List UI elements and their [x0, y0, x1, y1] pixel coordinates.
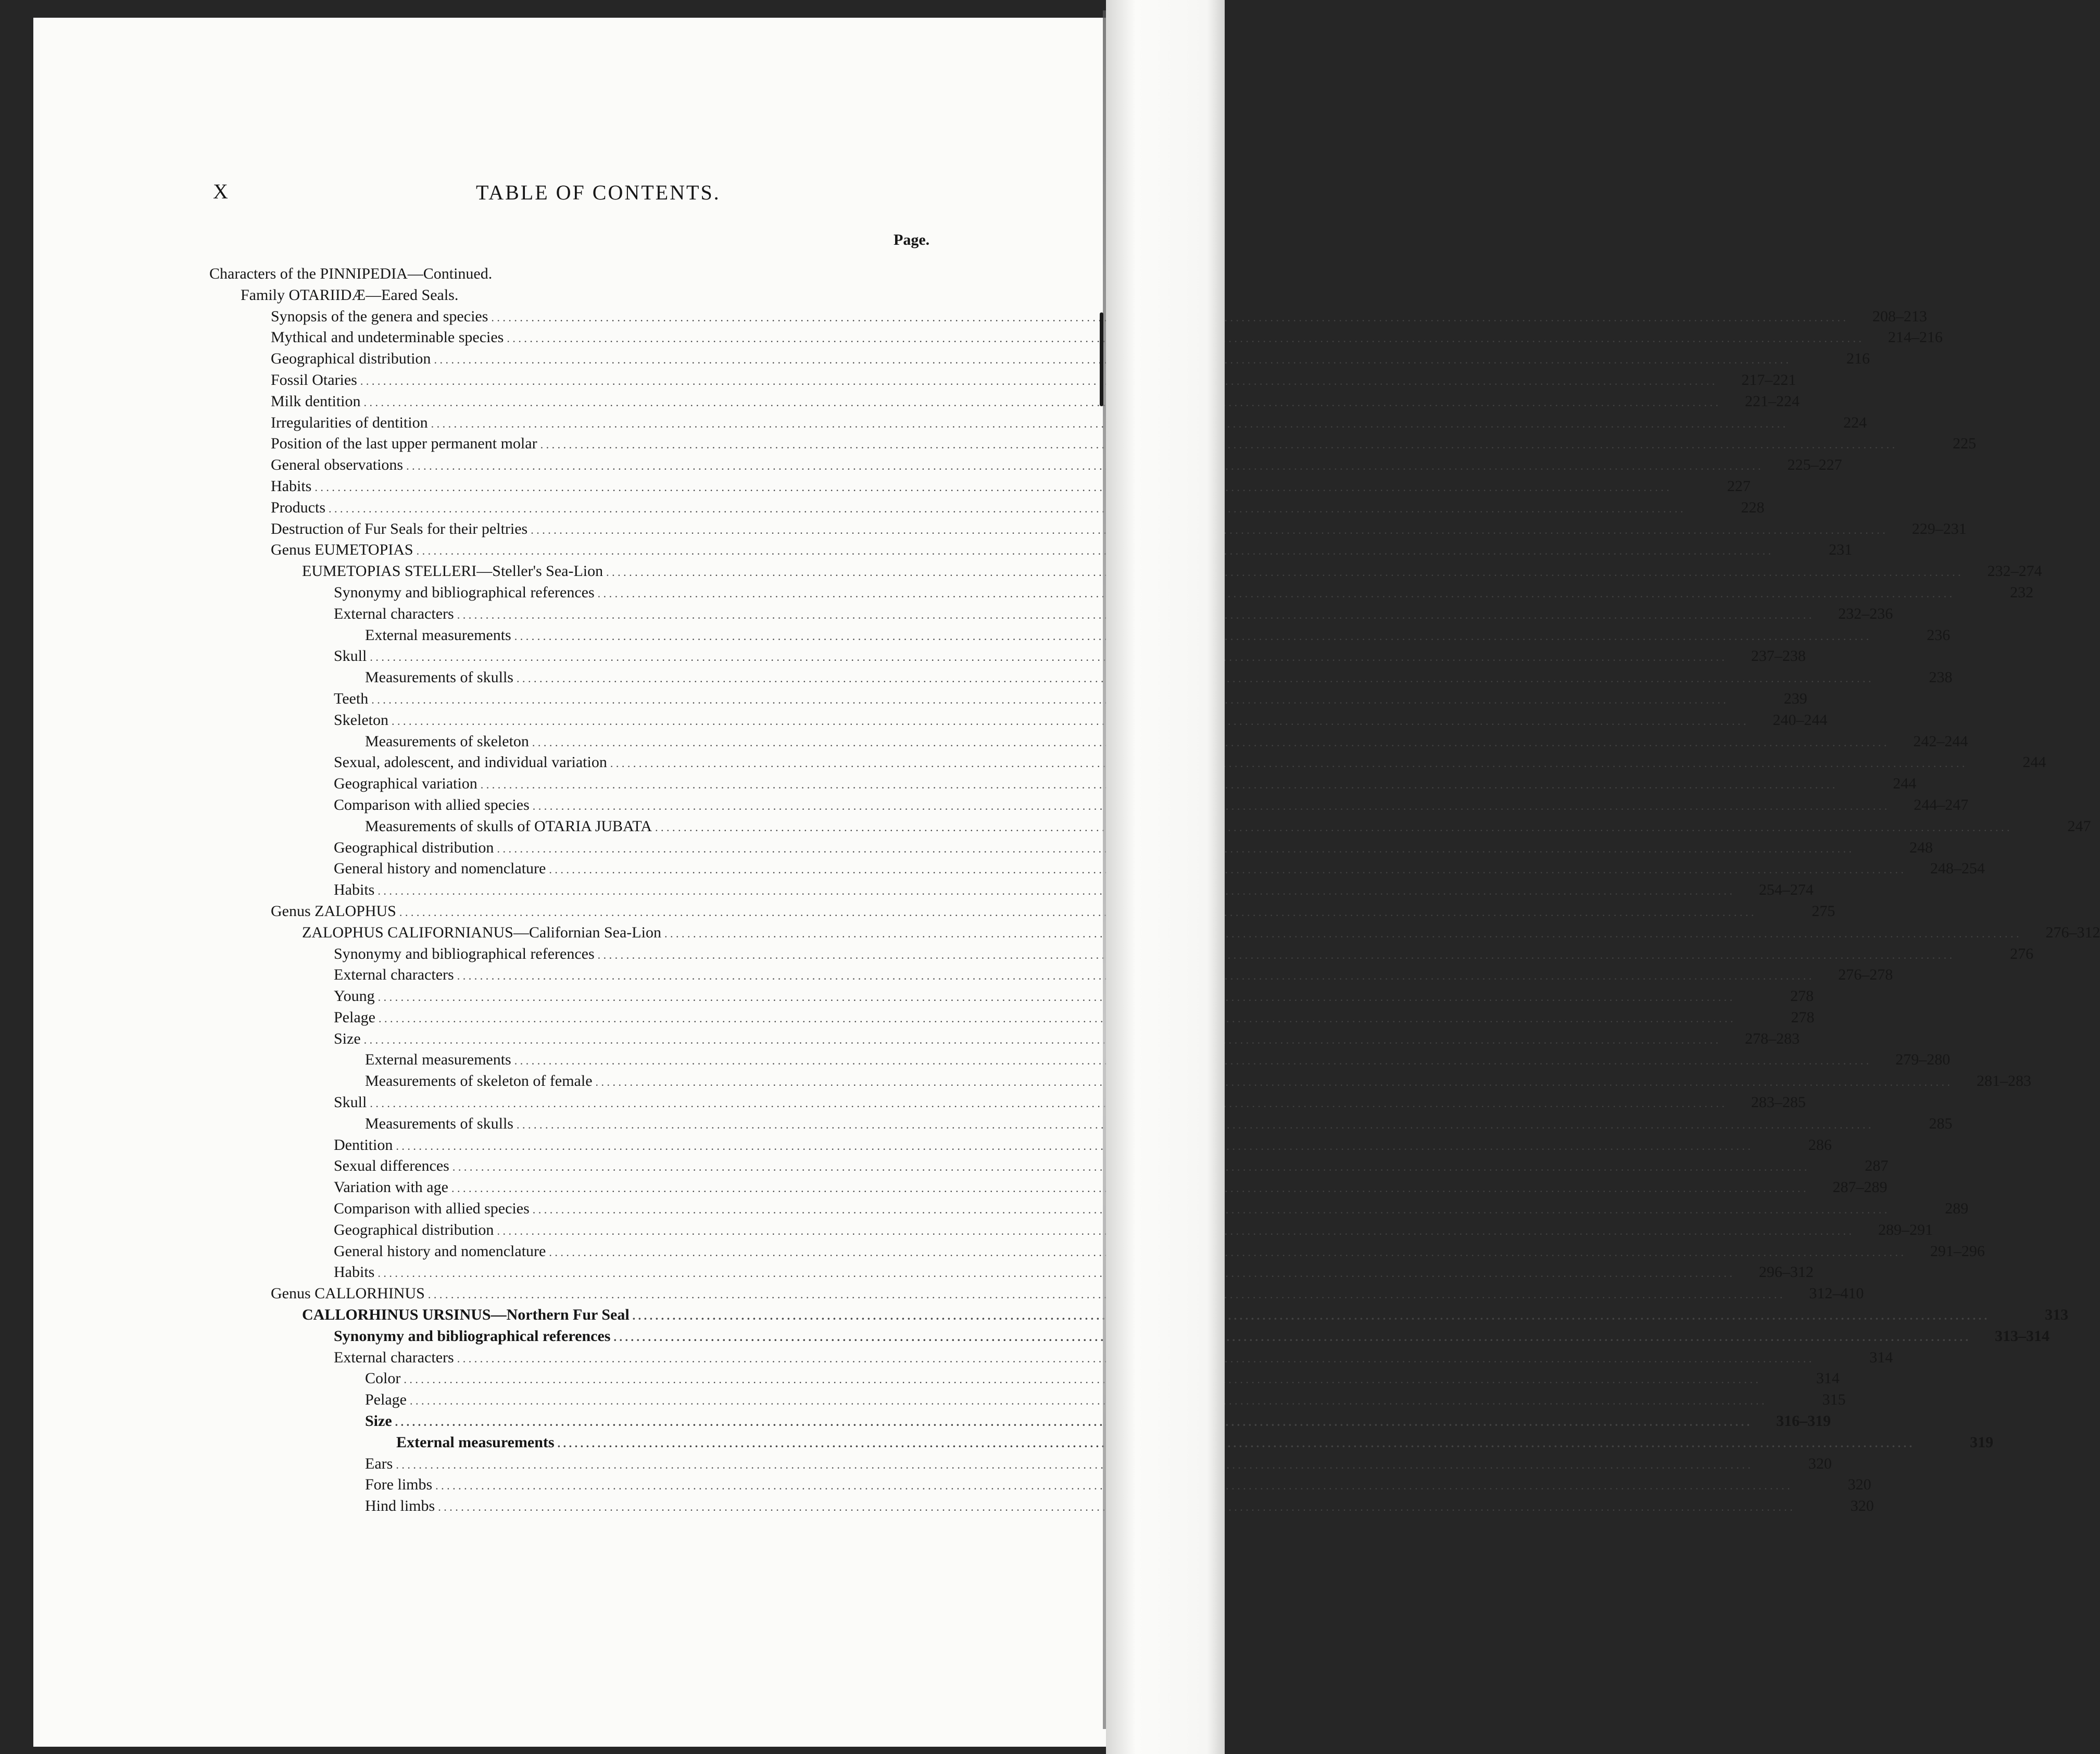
toc-entry-page: 314 [1869, 1348, 1893, 1366]
dot-leader [329, 497, 1683, 520]
toc-entry-page: 232–236 [1838, 605, 1893, 622]
dot-leader [606, 561, 1961, 583]
dot-leader [378, 880, 1732, 902]
toc-entry-page: 248 [1909, 838, 1933, 856]
toc-entry-title: General observations [271, 456, 404, 474]
toc-entry-title: Pelage [365, 1391, 407, 1409]
table-of-contents [33, 264, 2100, 1517]
toc-entry-page: 239 [1783, 690, 1807, 707]
toc-entry [33, 1198, 1969, 1220]
toc-entry-page: 279–280 [1895, 1051, 1951, 1069]
toc-entry-page: 296–312 [1758, 1263, 1814, 1281]
toc-entry-page: 289 [1945, 1200, 1969, 1218]
toc-entry-title: Sexual differences [334, 1157, 449, 1175]
dot-leader [549, 1241, 1904, 1263]
toc-entry [33, 837, 1933, 859]
dot-leader [395, 1411, 1750, 1433]
toc-entry-page: 221–224 [1745, 392, 1800, 410]
toc-entry-title: Comparison with allied species [334, 796, 530, 813]
dot-leader [406, 455, 1761, 477]
toc-entry-title: Sexual, adolescent, and individual variation [334, 754, 607, 771]
toc-entry-title: Geographical distribution [271, 350, 431, 368]
toc-entry-title: Milk dentition [271, 392, 361, 410]
toc-entry [33, 1241, 1985, 1262]
toc-entry-title: Habits [271, 477, 312, 495]
toc-entry [33, 880, 1814, 901]
toc-entry [33, 412, 1867, 434]
toc-entry-title: Measurements of skeleton of female [365, 1072, 593, 1090]
dot-leader [378, 986, 1733, 1008]
toc-entry-title: External characters [334, 966, 454, 984]
dot-leader [410, 1389, 1765, 1412]
toc-entry-page: 244–247 [1914, 796, 1969, 813]
toc-entry [33, 519, 1967, 540]
toc-entry-title: External measurements [396, 1433, 555, 1451]
toc-entry-title: Young [334, 987, 375, 1005]
toc-entry-page: 287 [1865, 1157, 1889, 1175]
toc-entry-page: 231 [1829, 541, 1853, 559]
toc-entry-page: 278–283 [1745, 1030, 1800, 1047]
toc-entry [33, 1283, 1864, 1305]
toc-entry [33, 1135, 1832, 1156]
toc-entry-page: 316–319 [1776, 1412, 1831, 1430]
toc-entry-title: Variation with age [334, 1179, 448, 1196]
toc-entry-title: Position of the last upper permanent molar [271, 435, 537, 453]
dot-leader [370, 1092, 1725, 1114]
toc-entry-page: 285 [1929, 1114, 1953, 1132]
toc-entry-page: 320 [1850, 1497, 1874, 1515]
toc-entry-page: 276 [2010, 945, 2034, 962]
toc-entry-page: 320 [1847, 1476, 1871, 1494]
toc-entry [33, 1156, 1889, 1177]
toc-entry-title: Synonymy and bibliographical references [334, 583, 595, 601]
toc-entry-title: Pelage [334, 1008, 375, 1026]
toc-entry-page: 315 [1822, 1391, 1846, 1409]
toc-entry-page: 228 [1741, 498, 1765, 516]
dot-leader [392, 710, 1746, 732]
toc-entry [33, 370, 1796, 391]
toc-entry [33, 306, 1927, 328]
toc-entry-page: 247 [2067, 817, 2091, 835]
toc-entry [33, 646, 1806, 667]
adjacent-page-edge [1106, 0, 1225, 1754]
toc-entry-title: Geographical distribution [334, 838, 494, 856]
dot-leader [370, 646, 1725, 668]
dot-leader [664, 922, 2019, 945]
toc-entry-page: 289–291 [1878, 1221, 1933, 1238]
toc-entry-page: 224 [1843, 414, 1867, 431]
toc-entry-page: 312–410 [1809, 1285, 1864, 1302]
toc-entry-title: Fore limbs [365, 1476, 433, 1494]
toc-entry [33, 752, 2046, 773]
dot-leader [399, 901, 1754, 923]
toc-entry-page: 287–289 [1832, 1179, 1888, 1196]
toc-entry [33, 710, 1828, 731]
toc-entry-title: Geographical distribution [334, 1221, 494, 1238]
toc-entry-title: Genus EUMETOPIAS [271, 541, 413, 559]
running-head: TABLE OF CONTENTS. [476, 181, 721, 204]
toc-entry-page: 225 [1953, 435, 1977, 453]
toc-entry-title: Skull [334, 1094, 367, 1111]
toc-entry [33, 901, 1835, 922]
toc-entry-title: Fossil Otaries [271, 371, 357, 389]
toc-entry-title: Skull [334, 647, 367, 665]
toc-entry-title: Irregularities of dentition [271, 414, 428, 431]
toc-entry-title: Ears [365, 1455, 393, 1472]
toc-entry [33, 922, 2100, 944]
dot-leader [378, 1262, 1732, 1284]
dot-leader [364, 391, 1719, 414]
toc-entry-page: 248–254 [1930, 860, 1985, 878]
toc-entry-title: Measurements of skulls [365, 1114, 513, 1132]
toc-entry [33, 1092, 1806, 1113]
toc-entry [33, 1305, 2069, 1326]
toc-entry [33, 944, 2034, 965]
toc-entry [33, 1029, 1800, 1050]
toc-entry-page: 276–278 [1838, 966, 1893, 984]
toc-entry-title: CALLORHINUS URSINUS—Northern Fur Seal [302, 1306, 630, 1324]
toc-entry [33, 604, 1893, 625]
toc-entry-title: Characters of the PINNIPEDIA—Continued. [209, 265, 493, 282]
toc-entry [33, 688, 1807, 710]
toc-entry-page: 281–283 [1977, 1072, 2032, 1090]
toc-entry-title: Hind limbs [365, 1497, 435, 1515]
toc-entry-page: 278 [1790, 987, 1814, 1005]
page-folio: X [213, 180, 229, 203]
toc-entry-page: 244 [2022, 754, 2046, 771]
dot-leader [598, 582, 1953, 605]
toc-entry-title: Habits [334, 881, 375, 899]
toc-entry-page: 237–238 [1751, 647, 1806, 665]
dot-leader [558, 1432, 1913, 1455]
toc-entry [33, 795, 1969, 816]
dot-leader [371, 688, 1726, 711]
toc-entry-title: Comparison with allied species [334, 1200, 530, 1218]
toc-entry-title: External characters [334, 605, 454, 622]
toc-entry-title: Genus CALLORHINUS [271, 1285, 425, 1302]
toc-entry [33, 582, 2034, 604]
toc-entry [33, 348, 1870, 370]
dot-leader [404, 1368, 1758, 1390]
toc-entry-page: 286 [1808, 1136, 1832, 1154]
toc-entry-title: External measurements [365, 1051, 511, 1069]
dot-leader [417, 540, 1771, 562]
toc-entry-page: 314 [1816, 1370, 1840, 1387]
toc-entry-page: 319 [1970, 1433, 1994, 1451]
dot-leader [315, 476, 1669, 498]
toc-entry-page: 238 [1929, 669, 1953, 686]
toc-entry-title: Products [271, 498, 325, 516]
toc-entry [33, 455, 1842, 476]
toc-entry [33, 540, 1853, 561]
toc-entry-title: Habits [334, 1263, 375, 1281]
toc-entry-title: Measurements of skeleton [365, 732, 529, 750]
toc-entry [33, 1262, 1814, 1283]
toc-entry [33, 1177, 1888, 1198]
toc-entry [33, 264, 1145, 285]
toc-entry-page: 240–244 [1772, 711, 1828, 729]
toc-entry [33, 1326, 2049, 1347]
toc-entry [33, 561, 2042, 582]
dot-leader [613, 1326, 1968, 1348]
toc-entry-title: ZALOPHUS CALIFORNIANUS—Californian Sea-Lion [302, 923, 661, 941]
dot-leader [655, 816, 2010, 838]
toc-entry-title: Genus ZALOPHUS [271, 902, 396, 920]
toc-entry [33, 986, 1814, 1007]
toc-entry-page: 242–244 [1913, 732, 1968, 750]
toc-entry-page: 216 [1846, 350, 1870, 368]
scan-mark [1100, 312, 1103, 406]
dot-leader [598, 944, 1953, 966]
toc-entry-title: Mythical and undeterminable species [271, 329, 504, 346]
toc-entry-title: Color [365, 1370, 401, 1387]
toc-entry [33, 476, 1751, 497]
toc-entry [33, 858, 1985, 880]
toc-entry [33, 433, 1977, 455]
toc-entry [33, 773, 1917, 795]
toc-entry-page: 276–312 [2045, 923, 2100, 941]
toc-entry-page: 227 [1727, 477, 1751, 495]
toc-entry [33, 327, 1943, 348]
toc-entry-title: Synonymy and bibliographical references [334, 945, 595, 962]
toc-entry [33, 1347, 1893, 1369]
toc-entry-page: 313 [2045, 1306, 2069, 1324]
toc-entry-page: 254–274 [1758, 881, 1814, 899]
toc-entry [33, 285, 1176, 306]
toc-entry-page: 313–314 [1994, 1327, 2049, 1345]
toc-entry-page: 214–216 [1888, 329, 1943, 346]
toc-entry-title: Measurements of skulls of OTARIA JUBATA [365, 817, 652, 835]
toc-entry-title: External characters [334, 1348, 454, 1366]
book-page [33, 18, 2100, 1747]
toc-entry-page: 283–285 [1751, 1094, 1806, 1111]
dot-leader [633, 1305, 1988, 1327]
dot-leader [596, 1071, 1951, 1093]
toc-entry-page: 217–221 [1741, 371, 1796, 389]
toc-entry-title: Synopsis of the genera and species [271, 307, 488, 325]
toc-entry-title: Size [334, 1030, 361, 1047]
toc-entry-page: 232–274 [1987, 562, 2042, 580]
toc-entry-title: External measurements [365, 626, 511, 644]
toc-entry-title: General history and nomenclature [334, 1242, 546, 1260]
toc-entry-title: Teeth [334, 690, 369, 707]
toc-entry-title: Geographical variation [334, 775, 477, 793]
toc-entry-title: EUMETOPIAS STELLERI—Steller's Sea-Lion [302, 562, 603, 580]
toc-entry-page: 244 [1893, 775, 1917, 793]
dot-leader [610, 752, 1965, 774]
page-column-label: Page. [894, 231, 930, 248]
toc-entry-title: Destruction of Fur Seals for their peltries [271, 520, 528, 537]
dot-leader [396, 1454, 1751, 1476]
toc-entry [33, 1220, 1933, 1241]
dot-leader [364, 1029, 1719, 1051]
toc-entry-page: 225–227 [1787, 456, 1842, 474]
toc-entry-page: 291–296 [1930, 1242, 1985, 1260]
toc-entry-page: 320 [1808, 1455, 1832, 1472]
toc-entry-title: Size [365, 1412, 392, 1430]
dot-leader [549, 858, 1904, 881]
toc-entry-page: 275 [1812, 902, 1835, 920]
toc-entry-title: General history and nomenclature [334, 860, 546, 878]
toc-entry-title: Measurements of skulls [365, 669, 513, 686]
toc-entry-title: Skeleton [334, 711, 388, 729]
toc-entry [33, 391, 1800, 412]
toc-entry-title: Dentition [334, 1136, 393, 1154]
toc-entry [33, 497, 1765, 519]
toc-entry-title: Synonymy and bibliographical references [334, 1327, 611, 1345]
dot-leader [396, 1135, 1751, 1157]
toc-entry [33, 1007, 1815, 1029]
dot-leader [360, 370, 1715, 392]
toc-entry-page: 229–231 [1912, 520, 1967, 537]
toc-entry-page: 278 [1791, 1008, 1815, 1026]
toc-entry-page: 208–213 [1872, 307, 1927, 325]
dot-leader [379, 1007, 1733, 1030]
toc-entry [33, 964, 1893, 986]
toc-entry-page: 236 [1927, 626, 1951, 644]
toc-entry-title: Family OTARIIDÆ—Eared Seals. [241, 286, 459, 304]
toc-entry-page: 232 [2010, 583, 2034, 601]
